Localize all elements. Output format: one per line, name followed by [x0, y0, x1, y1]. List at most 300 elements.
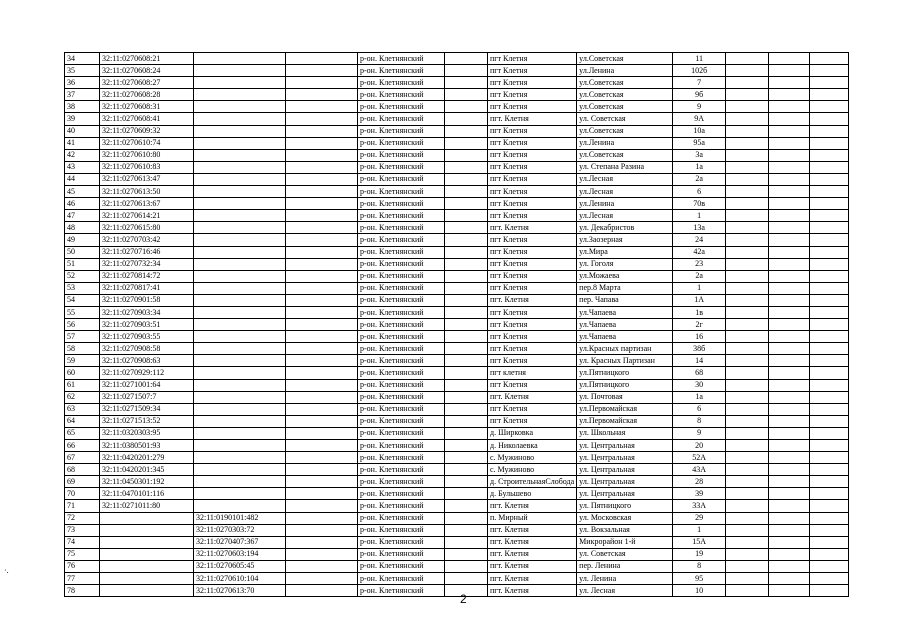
- street-cell: ул.Пятницкого: [577, 379, 673, 391]
- blank-column-cell: [286, 524, 358, 536]
- house-number-cell: 9: [673, 101, 726, 113]
- table-row: [65, 403, 849, 415]
- cadastral-number-2-cell: 32:11:0270603:194: [194, 548, 286, 560]
- extra-column-2-cell: [769, 319, 810, 331]
- street-cell: ул.Советская: [577, 101, 673, 113]
- table-row: [65, 173, 849, 185]
- extra-column-1-cell: [726, 210, 769, 222]
- cadastral-number-cell: 32:11:0270817:41: [100, 282, 194, 294]
- extra-column-3-cell: [810, 186, 849, 198]
- extra-column-2-cell: [769, 149, 810, 161]
- house-number-cell: 9А: [673, 113, 726, 125]
- extra-column-1-cell: [726, 294, 769, 306]
- extra-column-1-cell: [726, 331, 769, 343]
- blank-column-2-cell: [445, 161, 488, 173]
- district-cell: р-он. Клетнянский: [358, 65, 445, 77]
- extra-column-2-cell: [769, 427, 810, 439]
- cadastral-number-2-cell: [194, 282, 286, 294]
- table-row: [65, 452, 849, 464]
- row-number-cell: 72: [65, 512, 100, 524]
- extra-column-2-cell: [769, 367, 810, 379]
- cadastral-number-2-cell: [194, 89, 286, 101]
- extra-column-3-cell: [810, 415, 849, 427]
- district-cell: р-он. Клетнянский: [358, 161, 445, 173]
- cadastral-number-cell: 32:11:0270608:24: [100, 65, 194, 77]
- extra-column-2-cell: [769, 355, 810, 367]
- extra-column-2-cell: [769, 560, 810, 572]
- extra-column-1-cell: [726, 488, 769, 500]
- settlement-cell: пгт. Клетня: [488, 573, 577, 585]
- house-number-cell: 23: [673, 258, 726, 270]
- cadastral-number-2-cell: [194, 379, 286, 391]
- cadastral-number-cell: 32:11:0271513:52: [100, 415, 194, 427]
- row-number-cell: 58: [65, 343, 100, 355]
- cadastral-number-cell: 32:11:0270615:80: [100, 222, 194, 234]
- row-number-cell: 65: [65, 427, 100, 439]
- district-cell: р-он. Клетнянский: [358, 149, 445, 161]
- extra-column-3-cell: [810, 222, 849, 234]
- blank-column-cell: [286, 512, 358, 524]
- street-cell: ул. Советская: [577, 548, 673, 560]
- extra-column-1-cell: [726, 464, 769, 476]
- cadastral-number-2-cell: [194, 173, 286, 185]
- extra-column-3-cell: [810, 512, 849, 524]
- table-row: [65, 343, 849, 355]
- blank-column-cell: [286, 161, 358, 173]
- district-cell: р-он. Клетнянский: [358, 512, 445, 524]
- cadastral-number-cell: 32:11:0320303:95: [100, 427, 194, 439]
- house-number-cell: 9б: [673, 89, 726, 101]
- cadastral-number-cell: 32:11:0270610:83: [100, 161, 194, 173]
- cadastral-number-2-cell: [194, 270, 286, 282]
- blank-column-cell: [286, 186, 358, 198]
- extra-column-2-cell: [769, 391, 810, 403]
- district-cell: р-он. Клетнянский: [358, 536, 445, 548]
- row-number-cell: 66: [65, 440, 100, 452]
- extra-column-1-cell: [726, 367, 769, 379]
- street-cell: ул. Красных Партизан: [577, 355, 673, 367]
- page-number: 2: [460, 592, 467, 606]
- row-number-cell: 77: [65, 573, 100, 585]
- district-cell: р-он. Клетнянский: [358, 270, 445, 282]
- extra-column-2-cell: [769, 234, 810, 246]
- house-number-cell: 10а: [673, 125, 726, 137]
- cadastral-number-2-cell: [194, 464, 286, 476]
- blank-column-cell: [286, 427, 358, 439]
- settlement-cell: пгт Клетня: [488, 379, 577, 391]
- row-number-cell: 40: [65, 125, 100, 137]
- street-cell: ул. Центральная: [577, 476, 673, 488]
- table-row: [65, 367, 849, 379]
- extra-column-3-cell: [810, 403, 849, 415]
- extra-column-1-cell: [726, 452, 769, 464]
- settlement-cell: пгт Клетня: [488, 173, 577, 185]
- row-number-cell: 61: [65, 379, 100, 391]
- table-row: [65, 440, 849, 452]
- blank-column-cell: [286, 464, 358, 476]
- blank-column-cell: [286, 440, 358, 452]
- extra-column-2-cell: [769, 258, 810, 270]
- blank-column-cell: [286, 403, 358, 415]
- cadastral-number-cell: 32:11:0270613:50: [100, 186, 194, 198]
- cadastral-number-cell: 32:11:0270903:51: [100, 319, 194, 331]
- margin-mark: ·.: [4, 566, 9, 575]
- cadastral-number-cell: 32:11:0270608:27: [100, 77, 194, 89]
- settlement-cell: пгт. Клетня: [488, 222, 577, 234]
- cadastral-number-2-cell: [194, 488, 286, 500]
- street-cell: ул.Чапаева: [577, 319, 673, 331]
- house-number-cell: 95а: [673, 137, 726, 149]
- row-number-cell: 78: [65, 585, 100, 597]
- blank-column-2-cell: [445, 149, 488, 161]
- blank-column-2-cell: [445, 77, 488, 89]
- cadastral-number-cell: 32:11:0270703:42: [100, 234, 194, 246]
- blank-column-2-cell: [445, 355, 488, 367]
- cadastral-number-2-cell: [194, 234, 286, 246]
- extra-column-3-cell: [810, 427, 849, 439]
- house-number-cell: 11: [673, 53, 726, 65]
- table-row: [65, 331, 849, 343]
- cadastral-number-2-cell: [194, 53, 286, 65]
- blank-column-2-cell: [445, 415, 488, 427]
- district-cell: р-он. Клетнянский: [358, 294, 445, 306]
- blank-column-cell: [286, 585, 358, 597]
- cadastral-number-2-cell: [194, 331, 286, 343]
- extra-column-1-cell: [726, 65, 769, 77]
- cadastral-number-2-cell: [194, 367, 286, 379]
- house-number-cell: 1: [673, 524, 726, 536]
- house-number-cell: 102б: [673, 65, 726, 77]
- extra-column-2-cell: [769, 173, 810, 185]
- settlement-cell: пгт. Клетня: [488, 560, 577, 572]
- blank-column-2-cell: [445, 536, 488, 548]
- extra-column-3-cell: [810, 198, 849, 210]
- extra-column-2-cell: [769, 125, 810, 137]
- table-row: [65, 476, 849, 488]
- row-number-cell: 43: [65, 161, 100, 173]
- settlement-cell: пгт Клетня: [488, 53, 577, 65]
- district-cell: р-он. Клетнянский: [358, 379, 445, 391]
- row-number-cell: 45: [65, 186, 100, 198]
- blank-column-cell: [286, 270, 358, 282]
- cadastral-number-2-cell: [194, 113, 286, 125]
- settlement-cell: п. Мирный: [488, 512, 577, 524]
- district-cell: р-он. Клетнянский: [358, 524, 445, 536]
- row-number-cell: 70: [65, 488, 100, 500]
- extra-column-1-cell: [726, 198, 769, 210]
- extra-column-1-cell: [726, 524, 769, 536]
- table-row: [65, 560, 849, 572]
- settlement-cell: пгт Клетня: [488, 306, 577, 318]
- district-cell: р-он. Клетнянский: [358, 391, 445, 403]
- extra-column-2-cell: [769, 476, 810, 488]
- settlement-cell: пгт Клетня: [488, 246, 577, 258]
- extra-column-2-cell: [769, 415, 810, 427]
- table-row: [65, 89, 849, 101]
- blank-column-cell: [286, 77, 358, 89]
- settlement-cell: пгт Клетня: [488, 282, 577, 294]
- table-row: [65, 573, 849, 585]
- cadastral-number-cell: 32:11:0270609:32: [100, 125, 194, 137]
- table-row: [65, 210, 849, 222]
- cadastral-number-2-cell: [194, 246, 286, 258]
- row-number-cell: 76: [65, 560, 100, 572]
- extra-column-1-cell: [726, 137, 769, 149]
- extra-column-1-cell: [726, 149, 769, 161]
- settlement-cell: пгт Клетня: [488, 210, 577, 222]
- blank-column-2-cell: [445, 524, 488, 536]
- extra-column-1-cell: [726, 77, 769, 89]
- blank-column-2-cell: [445, 343, 488, 355]
- extra-column-1-cell: [726, 125, 769, 137]
- table-row: [65, 379, 849, 391]
- house-number-cell: 29: [673, 512, 726, 524]
- blank-column-cell: [286, 210, 358, 222]
- table-row: [65, 137, 849, 149]
- extra-column-3-cell: [810, 270, 849, 282]
- blank-column-2-cell: [445, 331, 488, 343]
- blank-column-cell: [286, 331, 358, 343]
- extra-column-1-cell: [726, 403, 769, 415]
- district-cell: р-он. Клетнянский: [358, 186, 445, 198]
- street-cell: пер.8 Марта: [577, 282, 673, 294]
- settlement-cell: пгт Клетня: [488, 270, 577, 282]
- cadastral-number-2-cell: [194, 186, 286, 198]
- blank-column-cell: [286, 137, 358, 149]
- street-cell: ул. Центральная: [577, 452, 673, 464]
- cadastral-number-2-cell: [194, 355, 286, 367]
- settlement-cell: пгт Клетня: [488, 403, 577, 415]
- extra-column-3-cell: [810, 101, 849, 113]
- cadastral-number-2-cell: 32:11:0270303:72: [194, 524, 286, 536]
- extra-column-3-cell: [810, 440, 849, 452]
- street-cell: пер. Ленина: [577, 560, 673, 572]
- street-cell: ул.Мира: [577, 246, 673, 258]
- street-cell: ул.Первомайская: [577, 415, 673, 427]
- blank-column-2-cell: [445, 186, 488, 198]
- street-cell: ул.Лесная: [577, 210, 673, 222]
- extra-column-1-cell: [726, 306, 769, 318]
- extra-column-1-cell: [726, 536, 769, 548]
- extra-column-3-cell: [810, 585, 849, 597]
- street-cell: ул. Ленина: [577, 573, 673, 585]
- blank-column-cell: [286, 379, 358, 391]
- blank-column-cell: [286, 113, 358, 125]
- cadastral-number-cell: [100, 560, 194, 572]
- table-row: [65, 246, 849, 258]
- blank-column-2-cell: [445, 367, 488, 379]
- extra-column-1-cell: [726, 440, 769, 452]
- district-cell: р-он. Клетнянский: [358, 173, 445, 185]
- settlement-cell: с. Мужиново: [488, 464, 577, 476]
- street-cell: ул. Центральная: [577, 488, 673, 500]
- cadastral-number-2-cell: 32:11:0270605:45: [194, 560, 286, 572]
- extra-column-2-cell: [769, 536, 810, 548]
- table-row: [65, 306, 849, 318]
- table-row: [65, 548, 849, 560]
- extra-column-2-cell: [769, 210, 810, 222]
- blank-column-2-cell: [445, 198, 488, 210]
- extra-column-2-cell: [769, 113, 810, 125]
- extra-column-2-cell: [769, 294, 810, 306]
- cadastral-number-cell: 32:11:0271507:7: [100, 391, 194, 403]
- extra-column-1-cell: [726, 415, 769, 427]
- street-cell: ул. Центральная: [577, 440, 673, 452]
- district-cell: р-он. Клетнянский: [358, 343, 445, 355]
- district-cell: р-он. Клетнянский: [358, 403, 445, 415]
- extra-column-3-cell: [810, 524, 849, 536]
- extra-column-1-cell: [726, 500, 769, 512]
- cadastral-number-cell: 32:11:0270929:112: [100, 367, 194, 379]
- extra-column-1-cell: [726, 270, 769, 282]
- blank-column-cell: [286, 343, 358, 355]
- extra-column-2-cell: [769, 53, 810, 65]
- extra-column-2-cell: [769, 331, 810, 343]
- blank-column-cell: [286, 53, 358, 65]
- district-cell: р-он. Клетнянский: [358, 427, 445, 439]
- cadastral-number-2-cell: [194, 258, 286, 270]
- extra-column-2-cell: [769, 440, 810, 452]
- extra-column-1-cell: [726, 173, 769, 185]
- extra-column-3-cell: [810, 379, 849, 391]
- blank-column-cell: [286, 101, 358, 113]
- extra-column-3-cell: [810, 536, 849, 548]
- extra-column-2-cell: [769, 222, 810, 234]
- cadastral-number-2-cell: 32:11:0270610:104: [194, 573, 286, 585]
- settlement-cell: пгт Клетня: [488, 198, 577, 210]
- street-cell: ул.Чапаева: [577, 306, 673, 318]
- extra-column-3-cell: [810, 452, 849, 464]
- cadastral-number-2-cell: [194, 306, 286, 318]
- street-cell: ул.Можаева: [577, 270, 673, 282]
- blank-column-2-cell: [445, 137, 488, 149]
- row-number-cell: 42: [65, 149, 100, 161]
- blank-column-2-cell: [445, 500, 488, 512]
- district-cell: р-он. Клетнянский: [358, 198, 445, 210]
- blank-column-2-cell: [445, 548, 488, 560]
- extra-column-1-cell: [726, 113, 769, 125]
- district-cell: р-он. Клетнянский: [358, 222, 445, 234]
- blank-column-2-cell: [445, 125, 488, 137]
- district-cell: р-он. Клетнянский: [358, 101, 445, 113]
- extra-column-1-cell: [726, 560, 769, 572]
- cadastral-number-2-cell: [194, 198, 286, 210]
- cadastral-number-cell: 32:11:0470101:116: [100, 488, 194, 500]
- cadastral-number-cell: 32:11:0270903:34: [100, 306, 194, 318]
- street-cell: ул.Пятницкого: [577, 367, 673, 379]
- house-number-cell: 95: [673, 573, 726, 585]
- district-cell: р-он. Клетнянский: [358, 53, 445, 65]
- extra-column-1-cell: [726, 282, 769, 294]
- extra-column-1-cell: [726, 573, 769, 585]
- cadastral-number-cell: 32:11:0270610:80: [100, 149, 194, 161]
- extra-column-2-cell: [769, 101, 810, 113]
- table-row: [65, 234, 849, 246]
- settlement-cell: пгт Клетня: [488, 77, 577, 89]
- blank-column-cell: [286, 306, 358, 318]
- cadastral-number-cell: 32:11:0270613:67: [100, 198, 194, 210]
- street-cell: ул.Лесная: [577, 186, 673, 198]
- cadastral-number-2-cell: [194, 210, 286, 222]
- extra-column-1-cell: [726, 258, 769, 270]
- house-number-cell: 1а: [673, 161, 726, 173]
- cadastral-number-2-cell: [194, 452, 286, 464]
- district-cell: р-он. Клетнянский: [358, 440, 445, 452]
- extra-column-1-cell: [726, 89, 769, 101]
- table-row: [65, 294, 849, 306]
- settlement-cell: пгт. Клетня: [488, 585, 577, 597]
- cadastral-number-2-cell: [194, 500, 286, 512]
- blank-column-2-cell: [445, 210, 488, 222]
- extra-column-3-cell: [810, 125, 849, 137]
- extra-column-3-cell: [810, 53, 849, 65]
- house-number-cell: 39: [673, 488, 726, 500]
- house-number-cell: 1в: [673, 306, 726, 318]
- house-number-cell: 30: [673, 379, 726, 391]
- table-row: [65, 65, 849, 77]
- cadastral-number-cell: 32:11:0270908:63: [100, 355, 194, 367]
- extra-column-2-cell: [769, 306, 810, 318]
- extra-column-3-cell: [810, 306, 849, 318]
- house-number-cell: 28: [673, 476, 726, 488]
- cadastral-number-2-cell: [194, 294, 286, 306]
- row-number-cell: 48: [65, 222, 100, 234]
- settlement-cell: пгт Клетня: [488, 65, 577, 77]
- cadastral-number-cell: 32:11:0270716:46: [100, 246, 194, 258]
- cadastral-number-cell: 32:11:0270814:72: [100, 270, 194, 282]
- cadastral-number-2-cell: [194, 391, 286, 403]
- cadastral-number-cell: [100, 524, 194, 536]
- street-cell: ул.Лесная: [577, 173, 673, 185]
- extra-column-1-cell: [726, 53, 769, 65]
- extra-column-3-cell: [810, 137, 849, 149]
- extra-column-2-cell: [769, 65, 810, 77]
- blank-column-2-cell: [445, 476, 488, 488]
- house-number-cell: 1а: [673, 391, 726, 403]
- house-number-cell: 8: [673, 560, 726, 572]
- extra-column-1-cell: [726, 161, 769, 173]
- street-cell: ул.Советская: [577, 53, 673, 65]
- house-number-cell: 24: [673, 234, 726, 246]
- extra-column-3-cell: [810, 500, 849, 512]
- settlement-cell: пгт Клетня: [488, 149, 577, 161]
- blank-column-cell: [286, 65, 358, 77]
- cadastral-number-2-cell: [194, 101, 286, 113]
- extra-column-2-cell: [769, 282, 810, 294]
- extra-column-2-cell: [769, 452, 810, 464]
- street-cell: ул. Почтовая: [577, 391, 673, 403]
- cadastral-number-2-cell: 32:11:0190101:482: [194, 512, 286, 524]
- street-cell: ул.Ленина: [577, 65, 673, 77]
- blank-column-2-cell: [445, 306, 488, 318]
- house-number-cell: 52А: [673, 452, 726, 464]
- cadastral-number-cell: 32:11:0271509:34: [100, 403, 194, 415]
- row-number-cell: 38: [65, 101, 100, 113]
- row-number-cell: 74: [65, 536, 100, 548]
- street-cell: ул.Ленина: [577, 198, 673, 210]
- blank-column-cell: [286, 536, 358, 548]
- cadastral-number-2-cell: [194, 476, 286, 488]
- cadastral-number-2-cell: [194, 161, 286, 173]
- extra-column-1-cell: [726, 391, 769, 403]
- street-cell: ул. Советская: [577, 113, 673, 125]
- district-cell: р-он. Клетнянский: [358, 319, 445, 331]
- blank-column-2-cell: [445, 427, 488, 439]
- extra-column-3-cell: [810, 77, 849, 89]
- house-number-cell: 70в: [673, 198, 726, 210]
- district-cell: р-он. Клетнянский: [358, 500, 445, 512]
- blank-column-2-cell: [445, 379, 488, 391]
